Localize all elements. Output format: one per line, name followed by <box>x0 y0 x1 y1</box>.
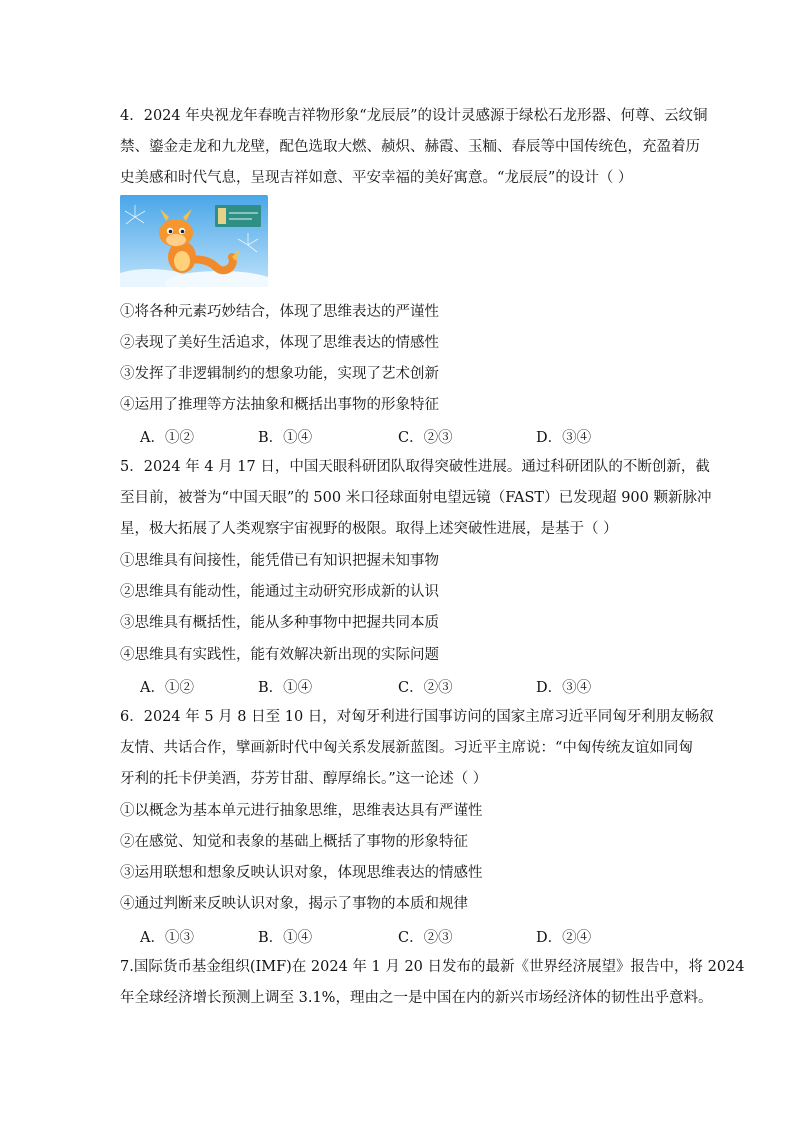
question-5-stem-line-1: 5．2024 年 4 月 17 日，中国天眼科研团队取得突破性进展。通过科研团队的不断创新，截 <box>120 459 710 475</box>
question-6-stem-line-3: 牙利的托卡伊美酒，芬芳甘甜、醇厚绵长。”这一论述（ ） <box>120 771 488 787</box>
option-a[interactable]: A．①② <box>140 680 194 696</box>
question-7-stem-line-2: 年全球经济增长预测上调至 3.1%，理由之一是中国在内的新兴市场经济体的韧性出乎意料。 <box>120 990 713 1006</box>
question-6-options <box>140 926 660 946</box>
question-6-item-4: ④通过判断来反映认识对象，揭示了事物的本质和规律 <box>120 896 468 912</box>
question-4-stem-line-1: 4．2024 年央视龙年春晚吉祥物形象“龙辰辰”的设计灵感源于绿松石龙形器、何尊、云纹铜 <box>120 108 708 124</box>
option-a[interactable]: A．①② <box>140 430 194 446</box>
option-c[interactable]: C．②③ <box>398 430 453 446</box>
option-d[interactable]: D．③④ <box>536 430 592 446</box>
option-a[interactable]: A．①③ <box>140 930 194 946</box>
question-5-stem-line-3: 星，极大拓展了人类观察宇宙视野的极限。取得上述突破性进展，是基于（ ） <box>120 521 618 537</box>
question-4-stem-line-2: 禁、鎏金走龙和九龙壁，配色选取大燃、赪炽、赫霞、玉粫、春辰等中国传统色，充盈着历 <box>120 139 700 155</box>
option-b[interactable]: B．①④ <box>258 430 313 446</box>
question-6-stem-line-2: 友情、共话合作，擘画新时代中匈关系发展新蓝图。习近平主席说：“中匈传统友谊如同匈 <box>120 740 693 756</box>
question-5-options <box>140 676 660 696</box>
question-6-item-2: ②在感觉、知觉和表象的基础上概括了事物的形象特征 <box>120 834 468 850</box>
question-5-item-4: ④思维具有实践性，能有效解决新出现的实际问题 <box>120 647 439 663</box>
option-b[interactable]: B．①④ <box>258 680 313 696</box>
question-4-item-3: ③发挥了非逻辑制约的想象功能，实现了艺术创新 <box>120 366 439 382</box>
question-7-stem-line-1: 7.国际货币基金组织(IMF)在 2024 年 1 月 20 日发布的最新《世界经济展望》报告中，将 2024 <box>120 959 745 975</box>
question-5-item-2: ②思维具有能动性，能通过主动研究形成新的认识 <box>120 584 439 600</box>
dragon-mascot-image <box>120 195 268 287</box>
option-d[interactable]: D．③④ <box>536 680 592 696</box>
question-5-item-3: ③思维具有概括性，能从多种事物中把握共同本质 <box>120 615 439 631</box>
question-6-item-3: ③运用联想和想象反映认识对象，体现思维表达的情感性 <box>120 865 483 881</box>
option-c[interactable]: C．②③ <box>398 930 453 946</box>
question-4-item-4: ④运用了推理等方法抽象和概括出事物的形象特征 <box>120 397 439 413</box>
question-6-stem-line-1: 6．2024 年 5 月 8 日至 10 日，对匈牙利进行国事访问的国家主席习近平同匈牙利朋友畅叙 <box>120 709 714 725</box>
question-5-item-1: ①思维具有间接性，能凭借已有知识把握未知事物 <box>120 553 439 569</box>
question-4-stem-line-3: 史美感和时代气息，呈现吉祥如意、平安幸福的美好寓意。“龙辰辰”的设计（ ） <box>120 170 633 186</box>
question-4-item-2: ②表现了美好生活追求，体现了思维表达的情感性 <box>120 335 439 351</box>
option-b[interactable]: B．①④ <box>258 930 313 946</box>
dragon-mascot-illustration <box>120 195 268 287</box>
option-c[interactable]: C．②③ <box>398 680 453 696</box>
question-4-options <box>140 426 660 446</box>
question-4-item-1: ①将各种元素巧妙结合，体现了思维表达的严谨性 <box>120 304 439 320</box>
question-5-stem-line-2: 至目前，被誉为“中国天眼”的 500 米口径球面射电望远镜（FAST）已发现超 900 颗新脉冲 <box>120 490 712 506</box>
option-d[interactable]: D．②④ <box>536 930 592 946</box>
question-6-item-1: ①以概念为基本单元进行抽象思维，思维表达具有严谨性 <box>120 803 483 819</box>
